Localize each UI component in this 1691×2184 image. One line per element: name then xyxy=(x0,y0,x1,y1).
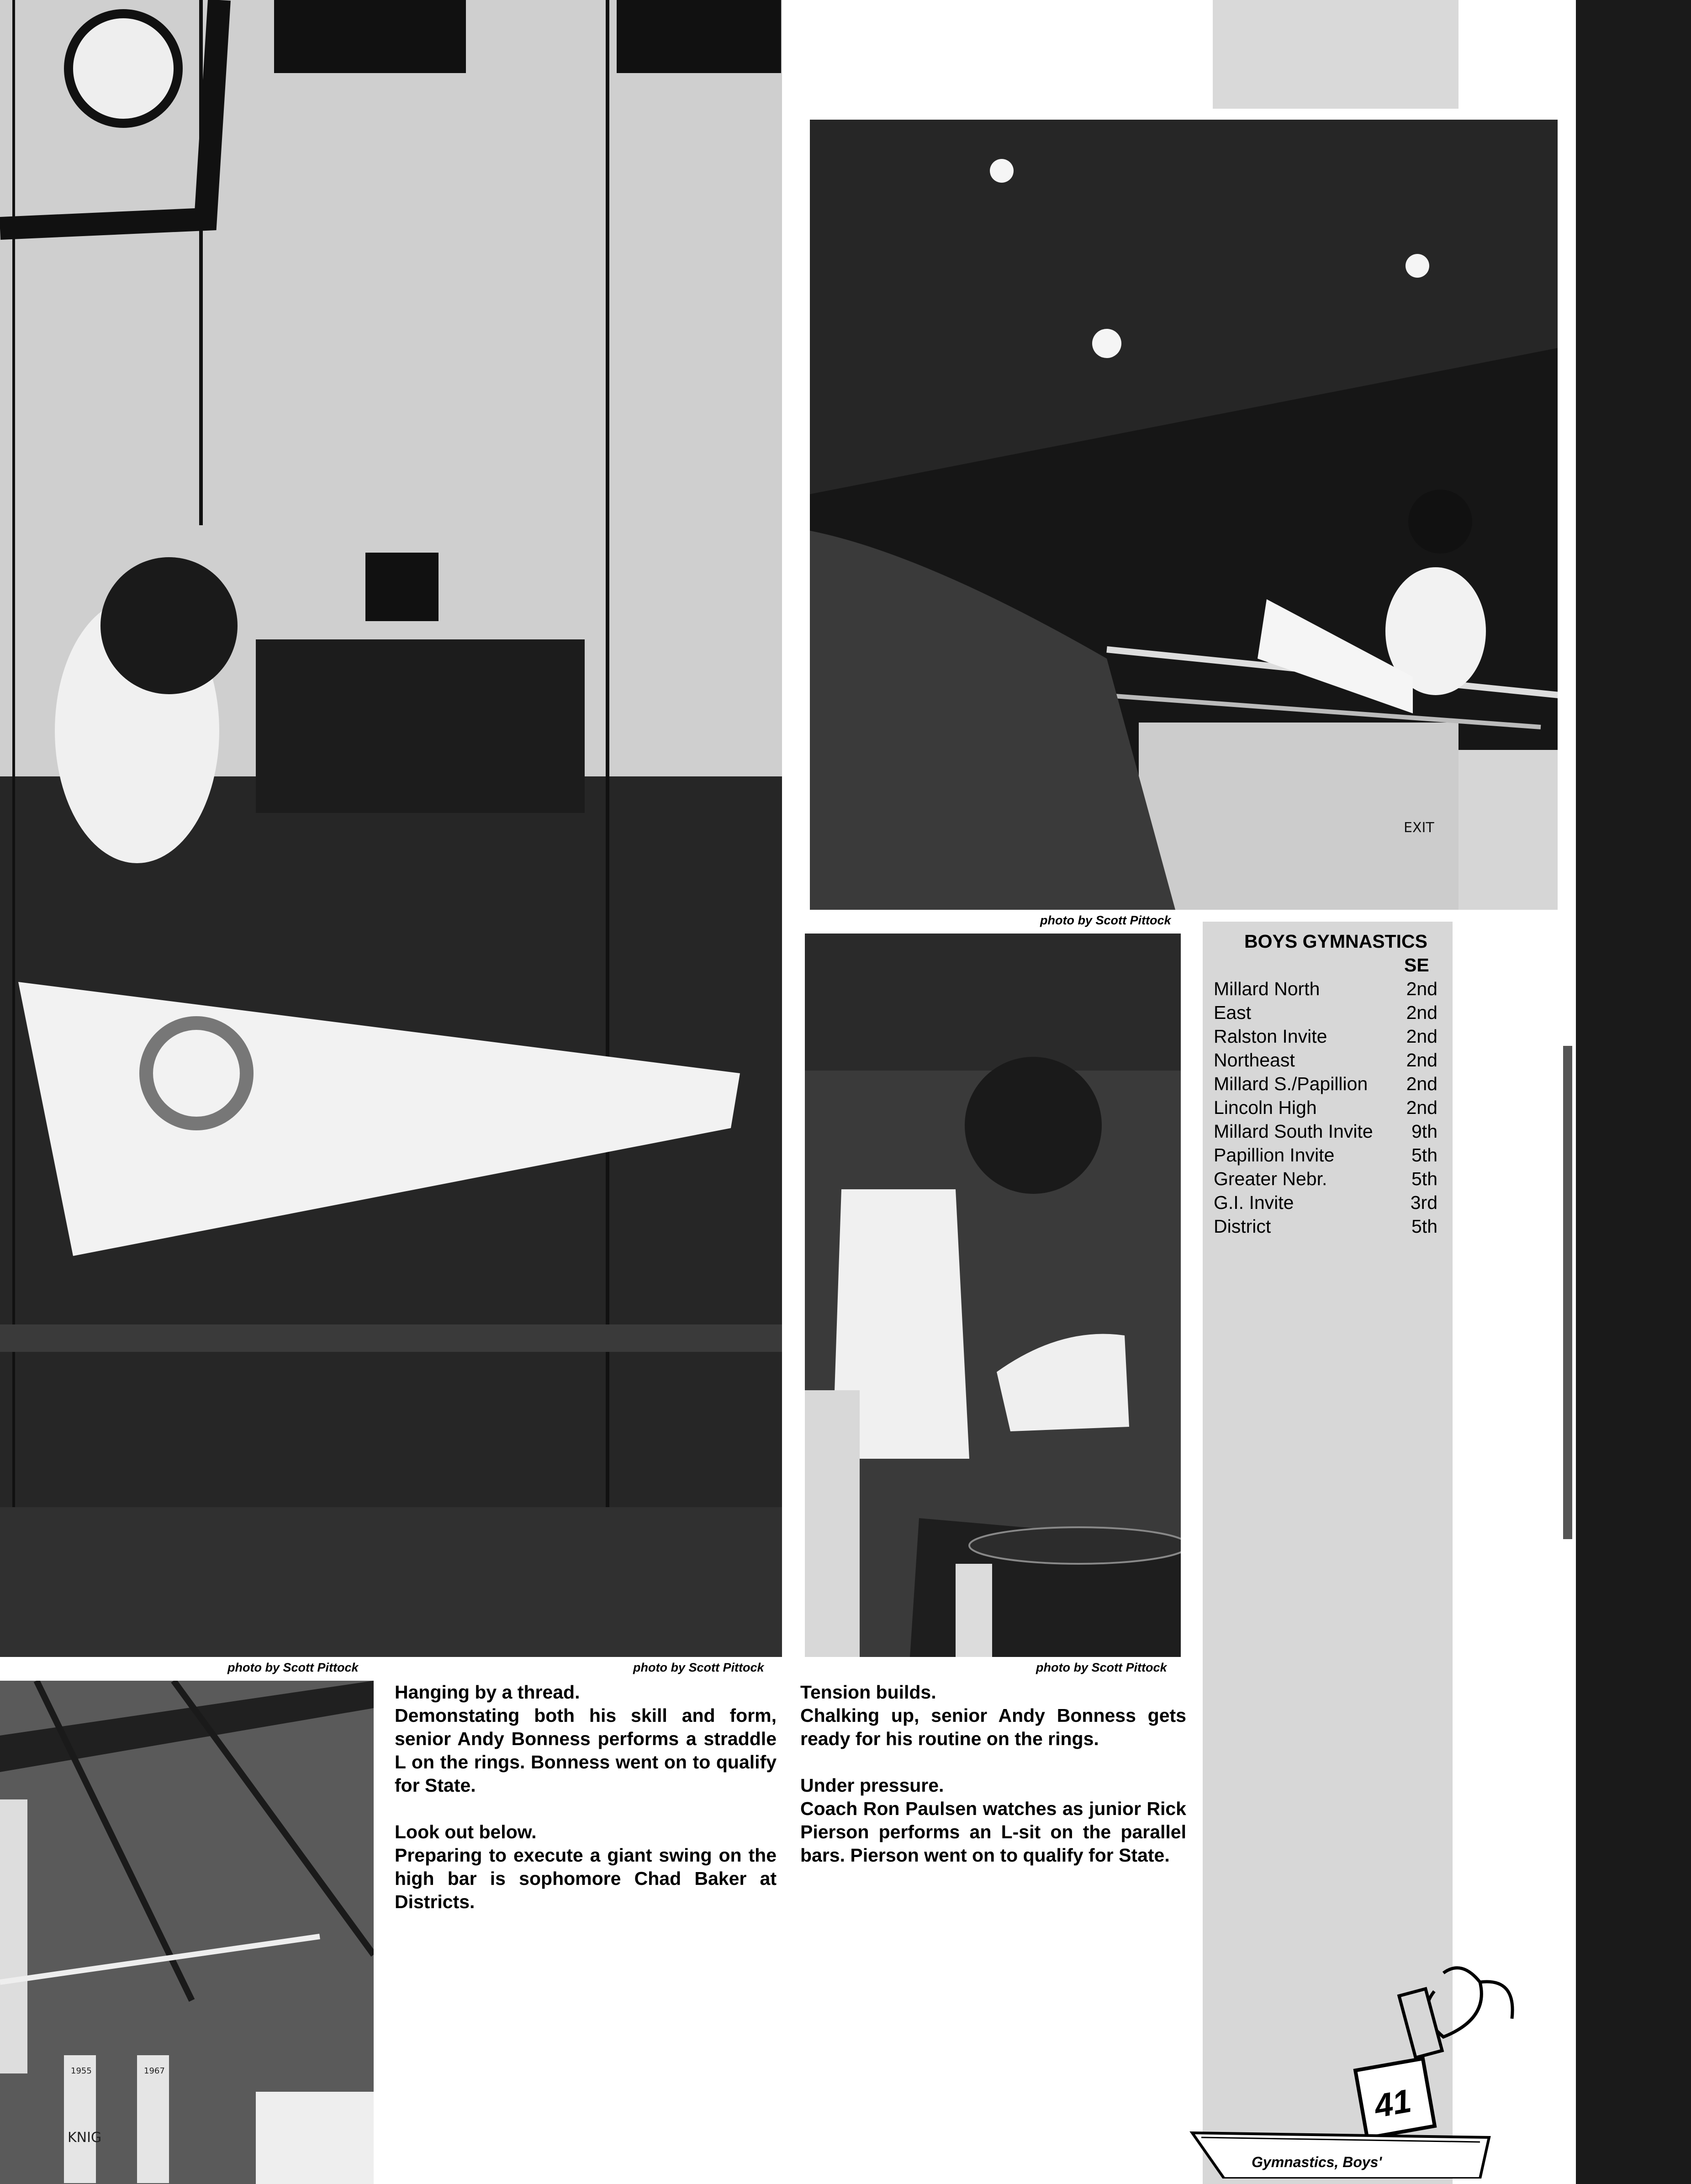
schedule-place: 5th xyxy=(1411,1216,1437,1237)
schedule-meet: Greater Nebr. xyxy=(1214,1168,1327,1189)
caption-rings-body: Demonstating both his skill and form, senior Andy Bonness performs a straddle L on the rings. Bonness went on to qualify for State. xyxy=(395,1705,777,1796)
schedule-meet: Millard South Invite xyxy=(1214,1121,1373,1142)
caption-column-left xyxy=(395,1681,777,1914)
schedule-row xyxy=(1214,1073,1437,1097)
caption-high-bar-body: Preparing to execute a giant swing on the high bar is sophomore Chad Baker at Districts. xyxy=(395,1845,777,1912)
schedule-row xyxy=(1214,1097,1437,1121)
schedule-meet: Northeast xyxy=(1214,1050,1295,1071)
rings-photo-credit: photo by Scott Pittock xyxy=(227,1661,359,1674)
chalk-photo-scene xyxy=(805,934,1181,1657)
caption-rings-title: Hanging by a thread. xyxy=(395,1682,580,1703)
banner-year-1-text: 1955 xyxy=(71,2066,92,2076)
schedule-place: 9th xyxy=(1411,1121,1437,1142)
sidebar-top-panel xyxy=(1213,0,1458,109)
schedule-meet: East xyxy=(1214,1002,1252,1023)
schedule-row xyxy=(1214,1002,1437,1026)
schedule-place: 5th xyxy=(1411,1145,1437,1166)
schedule-place: 2nd xyxy=(1406,1002,1437,1023)
page-number-ribbon xyxy=(1188,1964,1544,2179)
rings-photo xyxy=(0,0,782,1657)
schedule-row xyxy=(1214,1145,1437,1168)
chalk-photo-credit: photo by Scott Pittock xyxy=(1036,1661,1167,1674)
chalk-photo xyxy=(805,934,1181,1657)
parallel-bars-photo-scene xyxy=(810,120,1558,910)
banner-year-2-text: 1967 xyxy=(144,2066,165,2076)
caption-high-bar-title: Look out below. xyxy=(395,1821,537,1842)
high-bar-photo xyxy=(0,1681,374,2184)
schedule-place: 5th xyxy=(1411,1168,1437,1189)
schedule-row xyxy=(1214,1026,1437,1050)
section-label: Gymnastics, Boys' xyxy=(1252,2154,1382,2170)
schedule-meet: G.I. Invite xyxy=(1214,1192,1294,1213)
rings-photo-scene xyxy=(0,0,782,1657)
schedule-meet: District xyxy=(1214,1216,1271,1237)
schedule-meet: Ralston Invite xyxy=(1214,1026,1327,1047)
page-number: 41 xyxy=(1371,2082,1414,2125)
schedule-row xyxy=(1214,1050,1437,1073)
exit-sign-text: EXIT xyxy=(1404,820,1434,836)
schedule-place: 2nd xyxy=(1406,1050,1437,1071)
schedule-row xyxy=(1214,1216,1437,1240)
parallel-bars-photo xyxy=(810,120,1558,910)
caption-column-right xyxy=(800,1681,1186,1867)
schedule-meet: Papillion Invite xyxy=(1214,1145,1335,1166)
schedule-place: 3rd xyxy=(1410,1192,1437,1213)
schedule-row xyxy=(1214,978,1437,1002)
schedule-title: BOYS GYMNASTICS xyxy=(1244,931,1427,952)
sidebar-stripe xyxy=(1563,1046,1572,1539)
schedule-row xyxy=(1214,1168,1437,1192)
high-bar-photo-scene xyxy=(0,1681,374,2184)
high-bar-photo-credit: photo by Scott Pittock xyxy=(633,1661,764,1674)
schedule-row xyxy=(1214,1192,1437,1216)
caption-chalk-body: Chalking up, senior Andy Bonness gets ready for his routine on the rings. xyxy=(800,1705,1186,1749)
banner-word-text: KNIG xyxy=(68,2130,102,2146)
schedule-row xyxy=(1214,1121,1437,1145)
schedule-place: 2nd xyxy=(1406,1026,1437,1047)
schedule-place: 2nd xyxy=(1406,1097,1437,1118)
caption-parallel-bars-title: Under pressure. xyxy=(800,1775,944,1796)
schedule-place: 2nd xyxy=(1406,978,1437,999)
schedule-meet: Lincoln High xyxy=(1214,1097,1317,1118)
schedule-place: 2nd xyxy=(1406,1073,1437,1094)
book-binding-edge xyxy=(1576,0,1691,2184)
caption-parallel-bars-body: Coach Ron Paulsen watches as junior Rick Pierson performs an L-sit on the parallel bars. Pierson went on to qualify for State. xyxy=(800,1798,1186,1866)
parallel-bars-photo-credit: photo by Scott Pittock xyxy=(1040,913,1171,927)
schedule-meet: Millard North xyxy=(1214,978,1320,999)
caption-chalk-title: Tension builds. xyxy=(800,1682,936,1703)
schedule-meet: Millard S./Papillion xyxy=(1214,1073,1368,1094)
schedule-column-header: SE xyxy=(1404,955,1429,976)
